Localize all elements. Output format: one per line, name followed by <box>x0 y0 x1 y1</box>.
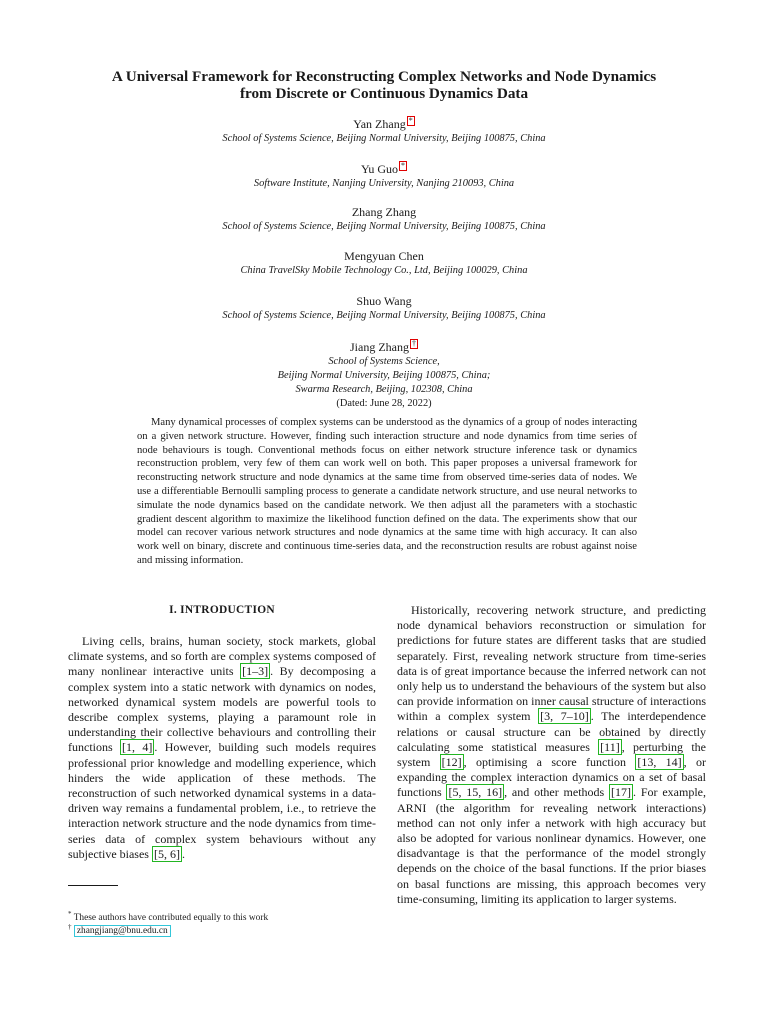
author-affiliation: Swarma Research, Beijing, 102308, China <box>295 384 473 395</box>
author-affiliation: School of Systems Science, Beijing Normal University, Beijing 100875, China <box>222 133 546 144</box>
author-name: Zhang Zhang <box>351 205 417 219</box>
author-affiliation: School of Systems Science, Beijing Normal University, Beijing 100875, China <box>222 310 546 321</box>
author-block-4 <box>0 249 768 278</box>
citation-link[interactable]: [13, 14] <box>637 755 682 770</box>
citation-link[interactable]: [5, 6] <box>153 846 180 861</box>
citation-link[interactable]: [1, 4] <box>122 740 153 755</box>
citation-link[interactable]: [11] <box>600 739 620 754</box>
citation-link[interactable]: [1–3] <box>242 664 269 679</box>
author-name: Yu Guo * <box>360 161 405 176</box>
abstract: Many dynamical processes of complex systems can be understood as the dynamics of a group of nodes interacting on a given network structure. However, finding such interaction structure and node dynamics from time series of node behaviours is tough. Conventional methods focus on either network structure inference task or dynamics reconstruction problem, very few of them can work well on both. This paper proposes a universal framework for reconstructing network structure and node dynamics at the same time from observed time-series data of nodes. We use a differentiable Bernoulli sampling process to generate a candidate network structure, and use neural networks to simulate the node dynamics based on the candidate network. We then adjust all the parameters with a stochastic gradient descent algorithm to maximize the likelihood function defined on the data. The experiments show that our model can recover various network structures and node dynamics at the same time with high accuracy. It can also work well on binary, discrete and continuous time-series data, and the reconstruction results are robust against noise and missing information. <box>137 417 637 566</box>
citation-link[interactable]: [3, 7–10] <box>540 709 589 724</box>
paragraph-text: , optimising a score function <box>463 755 636 770</box>
dated-line: (Dated: June 28, 2022) <box>336 398 432 409</box>
citation-link[interactable]: [12] <box>441 755 462 770</box>
author-block-2 <box>0 161 768 191</box>
footnote-rule <box>68 885 118 886</box>
email-link[interactable]: zhangjiang@bnu.edu.cn <box>74 925 171 937</box>
title-line-1: A Universal Framework for Reconstructing Complex Networks and Node Dynamics <box>111 68 657 85</box>
author-name: Shuo Wang <box>356 294 412 308</box>
author-block-1 <box>0 116 768 146</box>
section-heading: I. INTRODUCTION <box>169 604 275 616</box>
author-affiliation: China TravelSky Mobile Technology Co., Ltd, Beijing 100029, China <box>240 265 528 276</box>
footnote-star-text: These authors have contributed equally to this work <box>73 913 269 924</box>
citation-link[interactable]: [17] <box>611 785 632 800</box>
author-name: Mengyuan Chen <box>344 249 424 263</box>
author-affiliation: School of Systems Science, Beijing Normal University, Beijing 100875, China <box>222 221 546 232</box>
author-block-5 <box>0 294 768 323</box>
author-block-6 <box>0 339 768 411</box>
author-footnote-mark[interactable]: † <box>412 339 416 348</box>
author-affiliation: School of Systems Science, <box>328 356 440 367</box>
author-footnote-mark[interactable]: * <box>401 161 405 170</box>
intro-paragraph <box>68 634 376 862</box>
author-name: Yan Zhang * <box>353 116 413 131</box>
paragraph-text: , or expanding the complex interaction dynamics on a set of basal functions <box>397 755 706 800</box>
author-affiliation: Beijing Normal University, Beijing 100875, China; <box>277 370 491 381</box>
paragraph-text: . For example, ARNI (the algorithm for revealing network interactions) method can not only infer a network with high accuracy but also be adopted for various nonlinear dynamics. However, one disadvantage is that the performance of the model strongly depends on the choice of the basal functions. If the prior biases on basal functions are missing, this approach becomes very time-consuming, limiting its application to larger systems. <box>397 785 706 906</box>
footnote-dagger-mark: † <box>68 923 72 931</box>
author-affiliation: Software Institute, Nanjing University, Nanjing 210093, China <box>253 178 515 189</box>
author-block-3 <box>0 205 768 234</box>
paragraph-text: , and other methods <box>504 785 610 800</box>
paragraph-text: . <box>181 846 185 861</box>
paragraph-text: Living cells, brains, human society, stock markets, global climate systems, and so forth are complex systems composed of many nonlinear interactive units <box>68 634 376 679</box>
author-name: Jiang Zhang † <box>350 339 416 354</box>
footnote-star-mark: * <box>68 910 72 918</box>
intro-paragraph <box>397 603 706 907</box>
paragraph-text: . However, building such models requires professional prior knowledge and modelling experience, which hinders the wide application of these methods. The reconstruction of such networked dynamical systems in a data-driven way remains a fundamental problem, i.e., to retrieve the interaction network structure and the node dynamics from time-series data of complex system behaviours without any subjective biases <box>68 740 376 861</box>
paragraph-text: . By decomposing a complex system into a static network with dynamics on nodes, networked dynamical system models are powerful tools to describe complex systems, playing a paramount role in understanding their collective behaviours and controlling their functions <box>68 664 376 755</box>
paragraph-text: Historically, recovering network structure, and predicting node dynamical behaviors reconstruction or simulation for predictions for future states are different tasks that are studied separately. First, revealing network structure from time-series data is of great importance because the inferred network can not only help us to understand the behaviours of the system but also can provide information on inner causal structure of interactions within a complex system <box>397 603 706 724</box>
paragraph-text: , perturbing the system <box>397 739 706 770</box>
title-line-2: from Discrete or Continuous Dynamics Data <box>239 85 529 102</box>
intro-left-column <box>68 634 376 862</box>
citation-link[interactable]: [5, 15, 16] <box>448 785 503 800</box>
paragraph-text: . The interdependence relations or causal structure can be obtained by directly calculating some statistical measures <box>397 709 707 754</box>
author-footnote-mark[interactable]: * <box>408 116 413 125</box>
footnote-dagger <box>68 921 376 938</box>
paper-title <box>0 68 768 102</box>
intro-right-column <box>397 603 706 907</box>
